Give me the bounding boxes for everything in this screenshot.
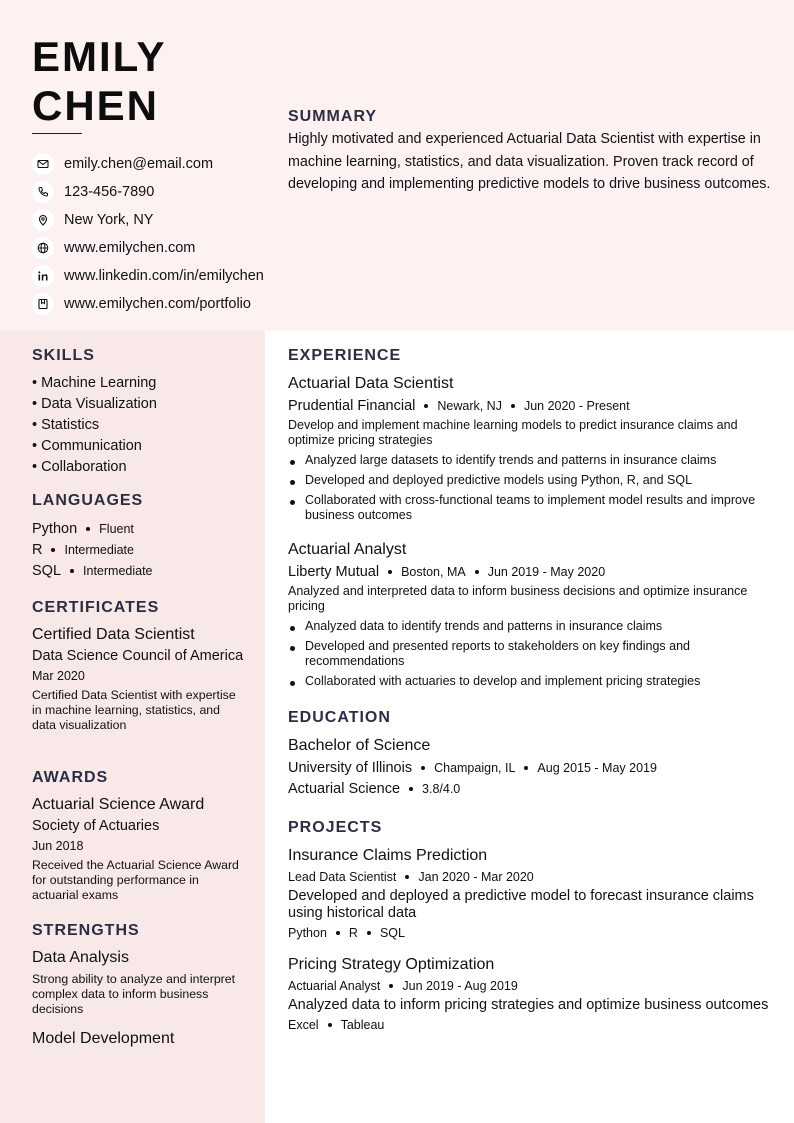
education-heading: EDUCATION <box>288 709 391 726</box>
list-item: Developed and presented reports to stakeholders on key findings and recommendations <box>288 639 773 669</box>
separator-dot <box>367 931 371 935</box>
strengths-section <box>32 922 247 1049</box>
certificate-date: Mar 2020 <box>32 669 85 683</box>
separator-dot <box>475 570 479 574</box>
job-description: Develop and implement machine learning models to predict insurance claims and optimize pricing strategies <box>288 418 738 447</box>
job-location: Newark, NJ <box>437 399 502 413</box>
certificates-heading: CERTIFICATES <box>32 599 160 616</box>
job-bullets <box>288 453 773 523</box>
school-location: Champaign, IL <box>434 761 516 775</box>
project-entry <box>288 846 773 943</box>
project-meta <box>288 867 773 887</box>
languages-heading: LANGUAGES <box>32 492 144 509</box>
education-major-row <box>288 779 773 799</box>
certificates-section <box>32 599 247 733</box>
education-meta <box>288 758 773 778</box>
contact-linkedin[interactable] <box>32 262 264 290</box>
experience-entry <box>288 374 773 523</box>
contact-phone-text: 123-456-7890 <box>64 184 155 200</box>
separator-dot <box>409 787 413 791</box>
project-meta <box>288 976 773 996</box>
experience-heading: EXPERIENCE <box>288 347 402 364</box>
project-tool: R <box>348 926 358 940</box>
contact-location-text: New York, NY <box>64 212 154 228</box>
language-name: R <box>32 541 43 558</box>
separator-dot <box>70 569 74 573</box>
contact-email[interactable] <box>32 150 264 178</box>
list-item: Collaborated with actuaries to develop and implement pricing strategies <box>288 674 773 689</box>
separator-dot <box>336 931 340 935</box>
skills-heading: SKILLS <box>32 347 95 364</box>
experience-section <box>288 347 773 689</box>
phone-icon <box>32 181 54 203</box>
certificate-name: Certified Data Scientist <box>32 626 195 643</box>
separator-dot <box>511 404 515 408</box>
contact-phone[interactable] <box>32 178 264 206</box>
strengths-heading: STRENGTHS <box>32 922 140 939</box>
summary-text: Highly motivated and experienced Actuarial Data Scientist with expertise in machine learning, statistics, and data visualization. Proven track record of developing and implementing predictive models to drive business outcomes. <box>288 131 771 193</box>
contact-portfolio-text: www.emilychen.com/portfolio <box>64 296 251 312</box>
project-entry <box>288 955 773 1035</box>
job-dates: Jun 2019 - May 2020 <box>487 565 606 579</box>
certificate-issuer: Data Science Council of America <box>32 648 244 664</box>
project-tool: Excel <box>288 1018 319 1032</box>
project-tools <box>288 923 773 943</box>
project-dates: Jan 2020 - Mar 2020 <box>418 870 534 884</box>
separator-dot <box>421 766 425 770</box>
contact-portfolio[interactable] <box>32 290 264 318</box>
list-item: Developed and deployed predictive models using Python, R, and SQL <box>288 473 773 488</box>
contact-website-text: www.emilychen.com <box>64 240 196 256</box>
education-major: Actuarial Science <box>288 781 401 797</box>
separator-dot <box>524 766 528 770</box>
language-level: Intermediate <box>83 563 153 578</box>
separator-dot <box>388 570 392 574</box>
education-section <box>288 709 773 799</box>
certificate-description: Certified Data Scientist with expertise in machine learning, statistics, and data visualization <box>32 688 236 732</box>
list-item: • Collaboration <box>32 459 127 475</box>
summary-heading: SUMMARY <box>288 108 378 125</box>
globe-icon <box>32 237 54 259</box>
award-name: Actuarial Science Award <box>32 796 205 813</box>
separator-dot <box>86 527 90 531</box>
project-dates: Jun 2019 - Aug 2019 <box>402 979 518 993</box>
job-company: Prudential Financial <box>288 398 416 414</box>
contact-list <box>32 150 264 318</box>
job-title: Actuarial Analyst <box>288 541 407 558</box>
job-location: Boston, MA <box>401 565 466 579</box>
education-gpa: 3.8/4.0 <box>422 782 461 796</box>
list-item: Collaborated with cross-functional teams to implement model results and improve business outcomes <box>288 493 773 523</box>
project-name: Insurance Claims Prediction <box>288 847 488 864</box>
language-row <box>32 539 247 560</box>
mail-icon <box>32 153 54 175</box>
project-tool: Python <box>288 926 327 940</box>
school-name: University of Illinois <box>288 760 413 776</box>
award-date: Jun 2018 <box>32 839 84 853</box>
separator-dot <box>389 984 393 988</box>
portfolio-icon <box>32 293 54 315</box>
summary-section <box>288 108 773 196</box>
skills-list <box>32 373 247 478</box>
project-description: Analyzed data to inform pricing strategies and optimize business outcomes <box>288 997 769 1013</box>
strength-name: Data Analysis <box>32 949 129 966</box>
candidate-name: EMILY CHEN <box>32 33 166 129</box>
separator-dot <box>328 1023 332 1027</box>
name-underline <box>32 133 82 134</box>
language-level: Fluent <box>99 521 134 536</box>
strength-name: Model Development <box>32 1030 175 1047</box>
job-meta <box>288 396 773 416</box>
language-row <box>32 518 247 539</box>
list-item: Analyzed data to identify trends and patterns in insurance claims <box>288 619 773 634</box>
list-item: • Communication <box>32 438 142 454</box>
contact-website[interactable] <box>32 234 264 262</box>
project-role: Actuarial Analyst <box>288 979 381 993</box>
job-dates: Jun 2020 - Present <box>523 399 630 413</box>
projects-section <box>288 819 773 1035</box>
language-row <box>32 560 247 581</box>
job-company: Liberty Mutual <box>288 564 380 580</box>
list-item: • Statistics <box>32 417 100 433</box>
project-name: Pricing Strategy Optimization <box>288 956 495 973</box>
project-description: Developed and deployed a predictive model to forecast insurance claims using historical data <box>288 888 754 921</box>
skills-section <box>32 347 247 478</box>
list-item: • Data Visualization <box>32 396 157 412</box>
language-name: SQL <box>32 562 62 579</box>
project-tools <box>288 1015 773 1035</box>
contact-linkedin-text: www.linkedin.com/in/emilychen <box>64 268 264 284</box>
job-meta <box>288 562 773 582</box>
project-tool: Tableau <box>340 1018 385 1032</box>
degree-name: Bachelor of Science <box>288 737 431 754</box>
strength-description: Strong ability to analyze and interpret complex data to inform business decisions <box>32 972 236 1016</box>
project-role: Lead Data Scientist <box>288 870 397 884</box>
award-issuer: Society of Actuaries <box>32 818 160 834</box>
separator-dot <box>405 875 409 879</box>
award-description: Received the Actuarial Science Award for outstanding performance in actuarial exams <box>32 858 239 902</box>
separator-dot <box>51 548 55 552</box>
awards-section <box>32 769 247 903</box>
education-dates: Aug 2015 - May 2019 <box>537 761 657 775</box>
separator-dot <box>424 404 428 408</box>
contact-email-text: emily.chen@email.com <box>64 156 214 172</box>
linkedin-icon <box>32 265 54 287</box>
projects-heading: PROJECTS <box>288 819 383 836</box>
experience-entry <box>288 540 773 689</box>
job-bullets <box>288 619 773 689</box>
location-pin-icon <box>32 209 54 231</box>
awards-heading: AWARDS <box>32 769 109 786</box>
languages-section <box>32 492 247 581</box>
list-item: • Machine Learning <box>32 375 157 391</box>
language-name: Python <box>32 520 78 537</box>
job-title: Actuarial Data Scientist <box>288 375 454 392</box>
contact-location <box>32 206 264 234</box>
project-tool: SQL <box>379 926 405 940</box>
job-description: Analyzed and interpreted data to inform business decisions and optimize insurance pricing <box>288 584 748 613</box>
language-level: Intermediate <box>64 542 134 557</box>
list-item: Analyzed large datasets to identify trends and patterns in insurance claims <box>288 453 773 468</box>
